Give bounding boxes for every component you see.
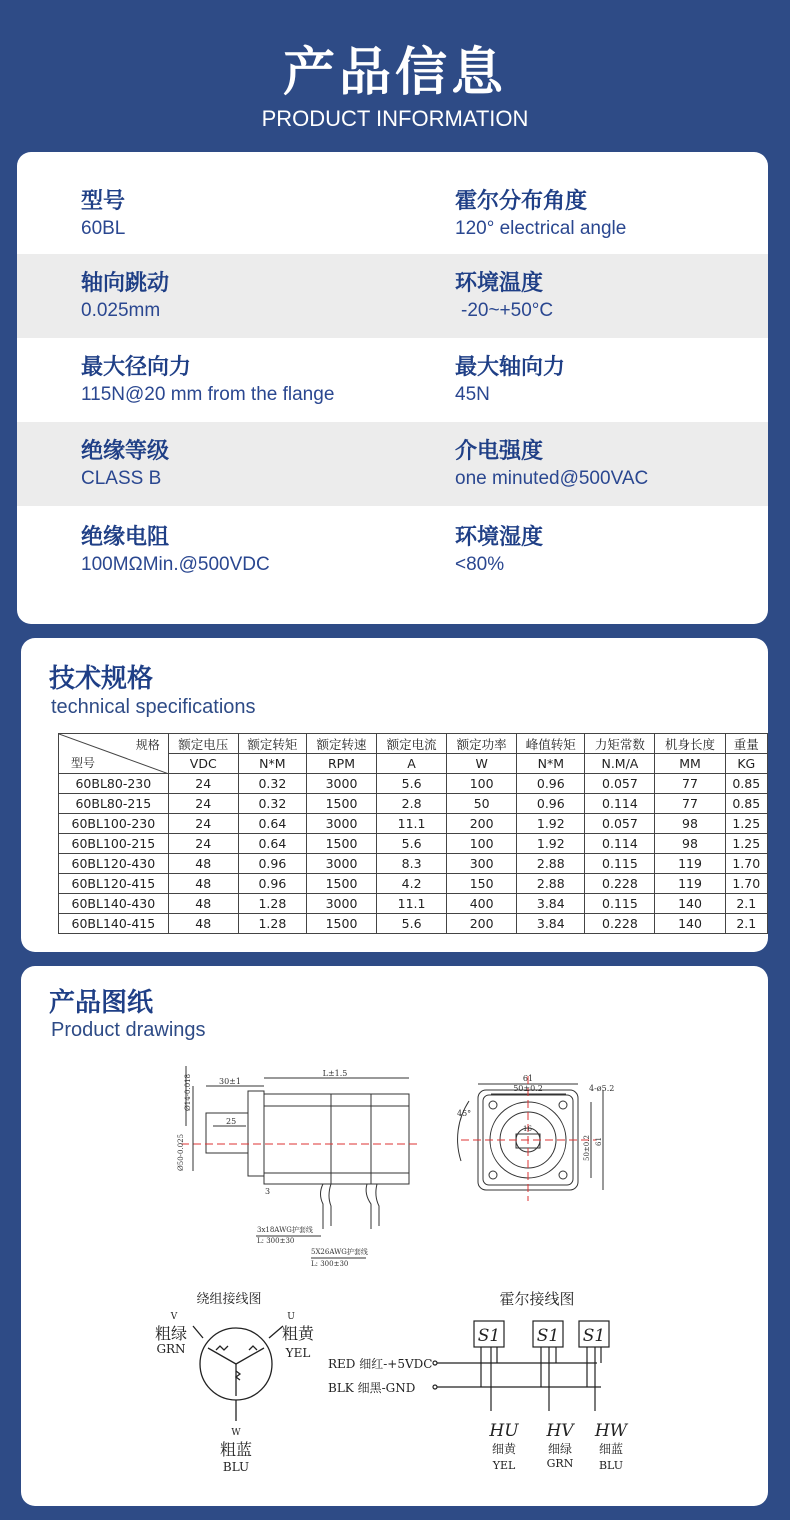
spec-cell: 3000	[306, 774, 376, 794]
info-row	[17, 152, 768, 239]
table-row	[59, 774, 768, 794]
spec-cell: 60BL120-430	[59, 854, 169, 874]
corner-top-label: 规格	[135, 738, 160, 752]
info-row	[17, 508, 768, 592]
spec-header-cell: 额定转矩	[238, 734, 306, 754]
info-row	[17, 254, 768, 338]
dim-boss-label: Ø50-0.025	[177, 1133, 185, 1171]
info-label: 最大轴向力	[455, 355, 566, 380]
dim-l-label: L±1.5	[322, 1069, 348, 1078]
spec-cell: 0.057	[585, 814, 655, 834]
spec-cell: 0.96	[517, 794, 585, 814]
lead2-len-label: L: 300±30	[311, 1260, 349, 1268]
table-row	[59, 914, 768, 934]
spec-cell: 1.70	[725, 854, 767, 874]
info-value: 45N	[455, 384, 490, 405]
spec-cell: 140	[655, 914, 725, 934]
dim-25-label: 25	[226, 1117, 237, 1126]
spec-cell: 60BL120-415	[59, 874, 169, 894]
winding-diagram	[193, 1326, 283, 1421]
spec-cell: 300	[447, 854, 517, 874]
spec-header-cell: 额定转速	[306, 734, 376, 754]
spec-cell: 0.96	[238, 874, 306, 894]
spec-cell: 0.96	[517, 774, 585, 794]
dim-v61-label: 61	[595, 1137, 603, 1146]
dim-shaft-label: Ø14-0.018	[184, 1073, 192, 1111]
spec-cell: 200	[447, 814, 517, 834]
spec-cell: 3000	[306, 894, 376, 914]
winding-u-cn: 粗黄	[281, 1324, 315, 1343]
spec-cell: 0.85	[725, 774, 767, 794]
spec-unit-cell: A	[377, 754, 447, 774]
spec-cell: 5.6	[377, 834, 447, 854]
hall-hw-en: BLU	[598, 1459, 624, 1472]
spec-cell: 1500	[306, 794, 376, 814]
spec-cell: 119	[655, 874, 725, 894]
spec-title: 技术规格	[49, 664, 154, 694]
spec-cell: 0.32	[238, 774, 306, 794]
spec-cell: 50	[447, 794, 517, 814]
corner-bottom-label: 型号	[71, 756, 96, 770]
hall-hv: HV	[546, 1421, 574, 1441]
spec-cell: 1.92	[517, 814, 585, 834]
info-label: 轴向跳动	[81, 271, 170, 296]
spec-header-cell: 峰值转矩	[517, 734, 585, 754]
front-view-drawing	[458, 1084, 603, 1190]
table-row	[59, 814, 768, 834]
spec-cell: 60BL100-215	[59, 834, 169, 854]
spec-unit-cell: N*M	[238, 754, 306, 774]
winding-title: 绕组接线图	[196, 1292, 262, 1307]
dim-3-label: 3	[265, 1187, 271, 1196]
spec-cell: 140	[655, 894, 725, 914]
spec-table	[58, 733, 768, 934]
spec-cell: 2.88	[517, 874, 585, 894]
spec-cell: 77	[655, 794, 725, 814]
info-value: 60BL	[81, 218, 126, 239]
spec-cell: 1.70	[725, 874, 767, 894]
spec-cell: 24	[168, 834, 238, 854]
spec-cell: 2.88	[517, 854, 585, 874]
spec-cell: 3.84	[517, 894, 585, 914]
spec-cell: 0.85	[725, 794, 767, 814]
table-row	[59, 874, 768, 894]
spec-cell: 24	[168, 774, 238, 794]
table-row	[59, 894, 768, 914]
product-info-card	[17, 152, 768, 624]
spec-header-cell: 额定电流	[377, 734, 447, 754]
spec-cell: 0.64	[238, 834, 306, 854]
lead1-label: 3x18AWG护套线	[257, 1226, 313, 1234]
spec-cell: 5.6	[377, 914, 447, 934]
hall-title: 霍尔接线图	[499, 1290, 575, 1308]
spec-cell: 60BL100-230	[59, 814, 169, 834]
spec-cell: 1500	[306, 834, 376, 854]
spec-cell: 1.92	[517, 834, 585, 854]
spec-cell: 98	[655, 834, 725, 854]
spec-cell: 48	[168, 894, 238, 914]
info-label: 环境温度	[455, 271, 544, 296]
spec-cell: 48	[168, 874, 238, 894]
spec-cell: 11.1	[377, 894, 447, 914]
spec-cell: 200	[447, 914, 517, 934]
hall-hv-cn: 细绿	[547, 1442, 573, 1456]
info-value: 100MΩMin.@500VDC	[81, 554, 270, 575]
hall-hu: HU	[489, 1421, 519, 1441]
table-row	[59, 834, 768, 854]
spec-cell: 0.64	[238, 814, 306, 834]
spec-cell: 3000	[306, 854, 376, 874]
hall-hw: HW	[594, 1421, 628, 1441]
spec-cell: 24	[168, 814, 238, 834]
page-title: 产品信息	[282, 43, 507, 103]
spec-cell: 11.1	[377, 814, 447, 834]
spec-cell: 60BL80-230	[59, 774, 169, 794]
spec-card	[21, 638, 768, 952]
hall-red-label: RED 细红-+5VDC	[328, 1357, 433, 1371]
hall-hu-en: YEL	[492, 1459, 516, 1472]
spec-cell: 100	[447, 774, 517, 794]
spec-cell: 48	[168, 854, 238, 874]
spec-cell: 1500	[306, 914, 376, 934]
table-row	[59, 854, 768, 874]
info-label: 型号	[81, 189, 126, 214]
winding-v-en: GRN	[156, 1342, 186, 1356]
winding-w: W	[231, 1428, 241, 1438]
info-value: 115N@20 mm from the flange	[81, 384, 335, 405]
info-value: 120° electrical angle	[455, 218, 627, 239]
spec-unit-cell: W	[447, 754, 517, 774]
spec-cell: 2.1	[725, 914, 767, 934]
spec-cell: 119	[655, 854, 725, 874]
spec-cell: 0.057	[585, 774, 655, 794]
spec-header-cell: 力矩常数	[585, 734, 655, 754]
info-label: 绝缘等级	[81, 439, 170, 464]
hall-hv-en: GRN	[546, 1457, 574, 1470]
dim-30-label: 30±1	[219, 1077, 241, 1086]
spec-cell: 1.25	[725, 814, 767, 834]
winding-v-cn: 粗绿	[154, 1324, 188, 1343]
drawings-title: 产品图纸	[49, 988, 154, 1018]
spec-unit-cell: KG	[725, 754, 767, 774]
spec-cell: 100	[447, 834, 517, 854]
spec-cell: 0.115	[585, 894, 655, 914]
spec-cell: 0.115	[585, 854, 655, 874]
spec-unit-cell: N.M/A	[585, 754, 655, 774]
spec-header-cell: 额定电压	[168, 734, 238, 754]
hall-blk-label: BLK 细黑-GND	[328, 1381, 416, 1395]
spec-cell: 1500	[306, 874, 376, 894]
spec-cell: 60BL140-415	[59, 914, 169, 934]
info-value: CLASS B	[81, 468, 162, 489]
spec-cell: 60BL140-430	[59, 894, 169, 914]
spec-cell: 0.228	[585, 874, 655, 894]
spec-header-row	[59, 734, 768, 754]
winding-w-en: BLU	[222, 1460, 250, 1474]
dim-50-label: 50±0.2	[513, 1084, 543, 1093]
hall-hu-cn: 细黄	[491, 1442, 517, 1456]
spec-cell: 2.1	[725, 894, 767, 914]
dim-holes-label: 4-ø5.2	[589, 1084, 615, 1093]
spec-cell: 3.84	[517, 914, 585, 934]
lead1-len-label: L: 300±30	[257, 1237, 295, 1245]
spec-unit-cell: N*M	[517, 754, 585, 774]
spec-cell: 150	[447, 874, 517, 894]
winding-u-en: YEL	[285, 1346, 311, 1360]
info-label: 绝缘电阻	[81, 525, 170, 550]
dim-angle-label: 45°	[457, 1109, 472, 1118]
winding-w-cn: 粗蓝	[219, 1440, 253, 1459]
drawings-subtitle: Product drawings	[51, 1019, 206, 1041]
spec-cell: 0.32	[238, 794, 306, 814]
spec-subtitle: technical specifications	[51, 696, 256, 718]
spec-cell: 1.28	[238, 894, 306, 914]
drawings-svg	[21, 966, 768, 1506]
spec-cell: 1.25	[725, 834, 767, 854]
spec-cell: 77	[655, 774, 725, 794]
info-label: 介电强度	[455, 439, 544, 464]
dim-16-label: 16	[523, 1125, 532, 1133]
spec-cell: 3000	[306, 814, 376, 834]
spec-corner-cell	[59, 734, 169, 774]
drawings-card	[21, 966, 768, 1506]
spec-header-cell: 额定功率	[447, 734, 517, 754]
dim-61-label: 61	[522, 1074, 534, 1083]
hall-hw-cn: 细蓝	[598, 1442, 624, 1456]
info-label: 环境湿度	[455, 525, 544, 550]
spec-cell: 2.8	[377, 794, 447, 814]
lead2-label: 5X26AWG护套线	[311, 1248, 368, 1256]
spec-unit-cell: MM	[655, 754, 725, 774]
spec-cell: 0.114	[585, 834, 655, 854]
info-row	[17, 338, 768, 422]
spec-cell: 8.3	[377, 854, 447, 874]
spec-cell: 5.6	[377, 774, 447, 794]
hall-sensor-2: S1	[536, 1326, 560, 1346]
spec-cell: 24	[168, 794, 238, 814]
hall-sensor-1: S1	[477, 1326, 501, 1346]
info-value: <80%	[455, 554, 505, 575]
spec-header-cell: 重量	[725, 734, 767, 754]
dim-v50-label: 50±0.2	[583, 1135, 591, 1161]
spec-cell: 400	[447, 894, 517, 914]
winding-v: V	[170, 1312, 178, 1322]
spec-cell: 1.28	[238, 914, 306, 934]
spec-unit-cell: VDC	[168, 754, 238, 774]
header	[0, 0, 790, 150]
spec-cell: 0.96	[238, 854, 306, 874]
page-subtitle: PRODUCT INFORMATION	[261, 106, 529, 131]
spec-cell: 98	[655, 814, 725, 834]
spec-cell: 0.228	[585, 914, 655, 934]
spec-header-cell: 机身长度	[655, 734, 725, 754]
info-row	[17, 422, 768, 506]
info-value: 0.025mm	[81, 300, 161, 321]
info-value: one minuted@500VAC	[455, 468, 649, 489]
hall-sensor-3: S1	[582, 1326, 606, 1346]
spec-unit-cell: RPM	[306, 754, 376, 774]
spec-cell: 60BL80-215	[59, 794, 169, 814]
info-value: -20~+50°C	[461, 300, 554, 321]
info-label: 最大径向力	[81, 355, 192, 380]
info-label: 霍尔分布角度	[455, 189, 588, 214]
winding-u: U	[287, 1312, 295, 1322]
spec-cell: 0.114	[585, 794, 655, 814]
spec-cell: 48	[168, 914, 238, 934]
table-row	[59, 794, 768, 814]
spec-cell: 4.2	[377, 874, 447, 894]
